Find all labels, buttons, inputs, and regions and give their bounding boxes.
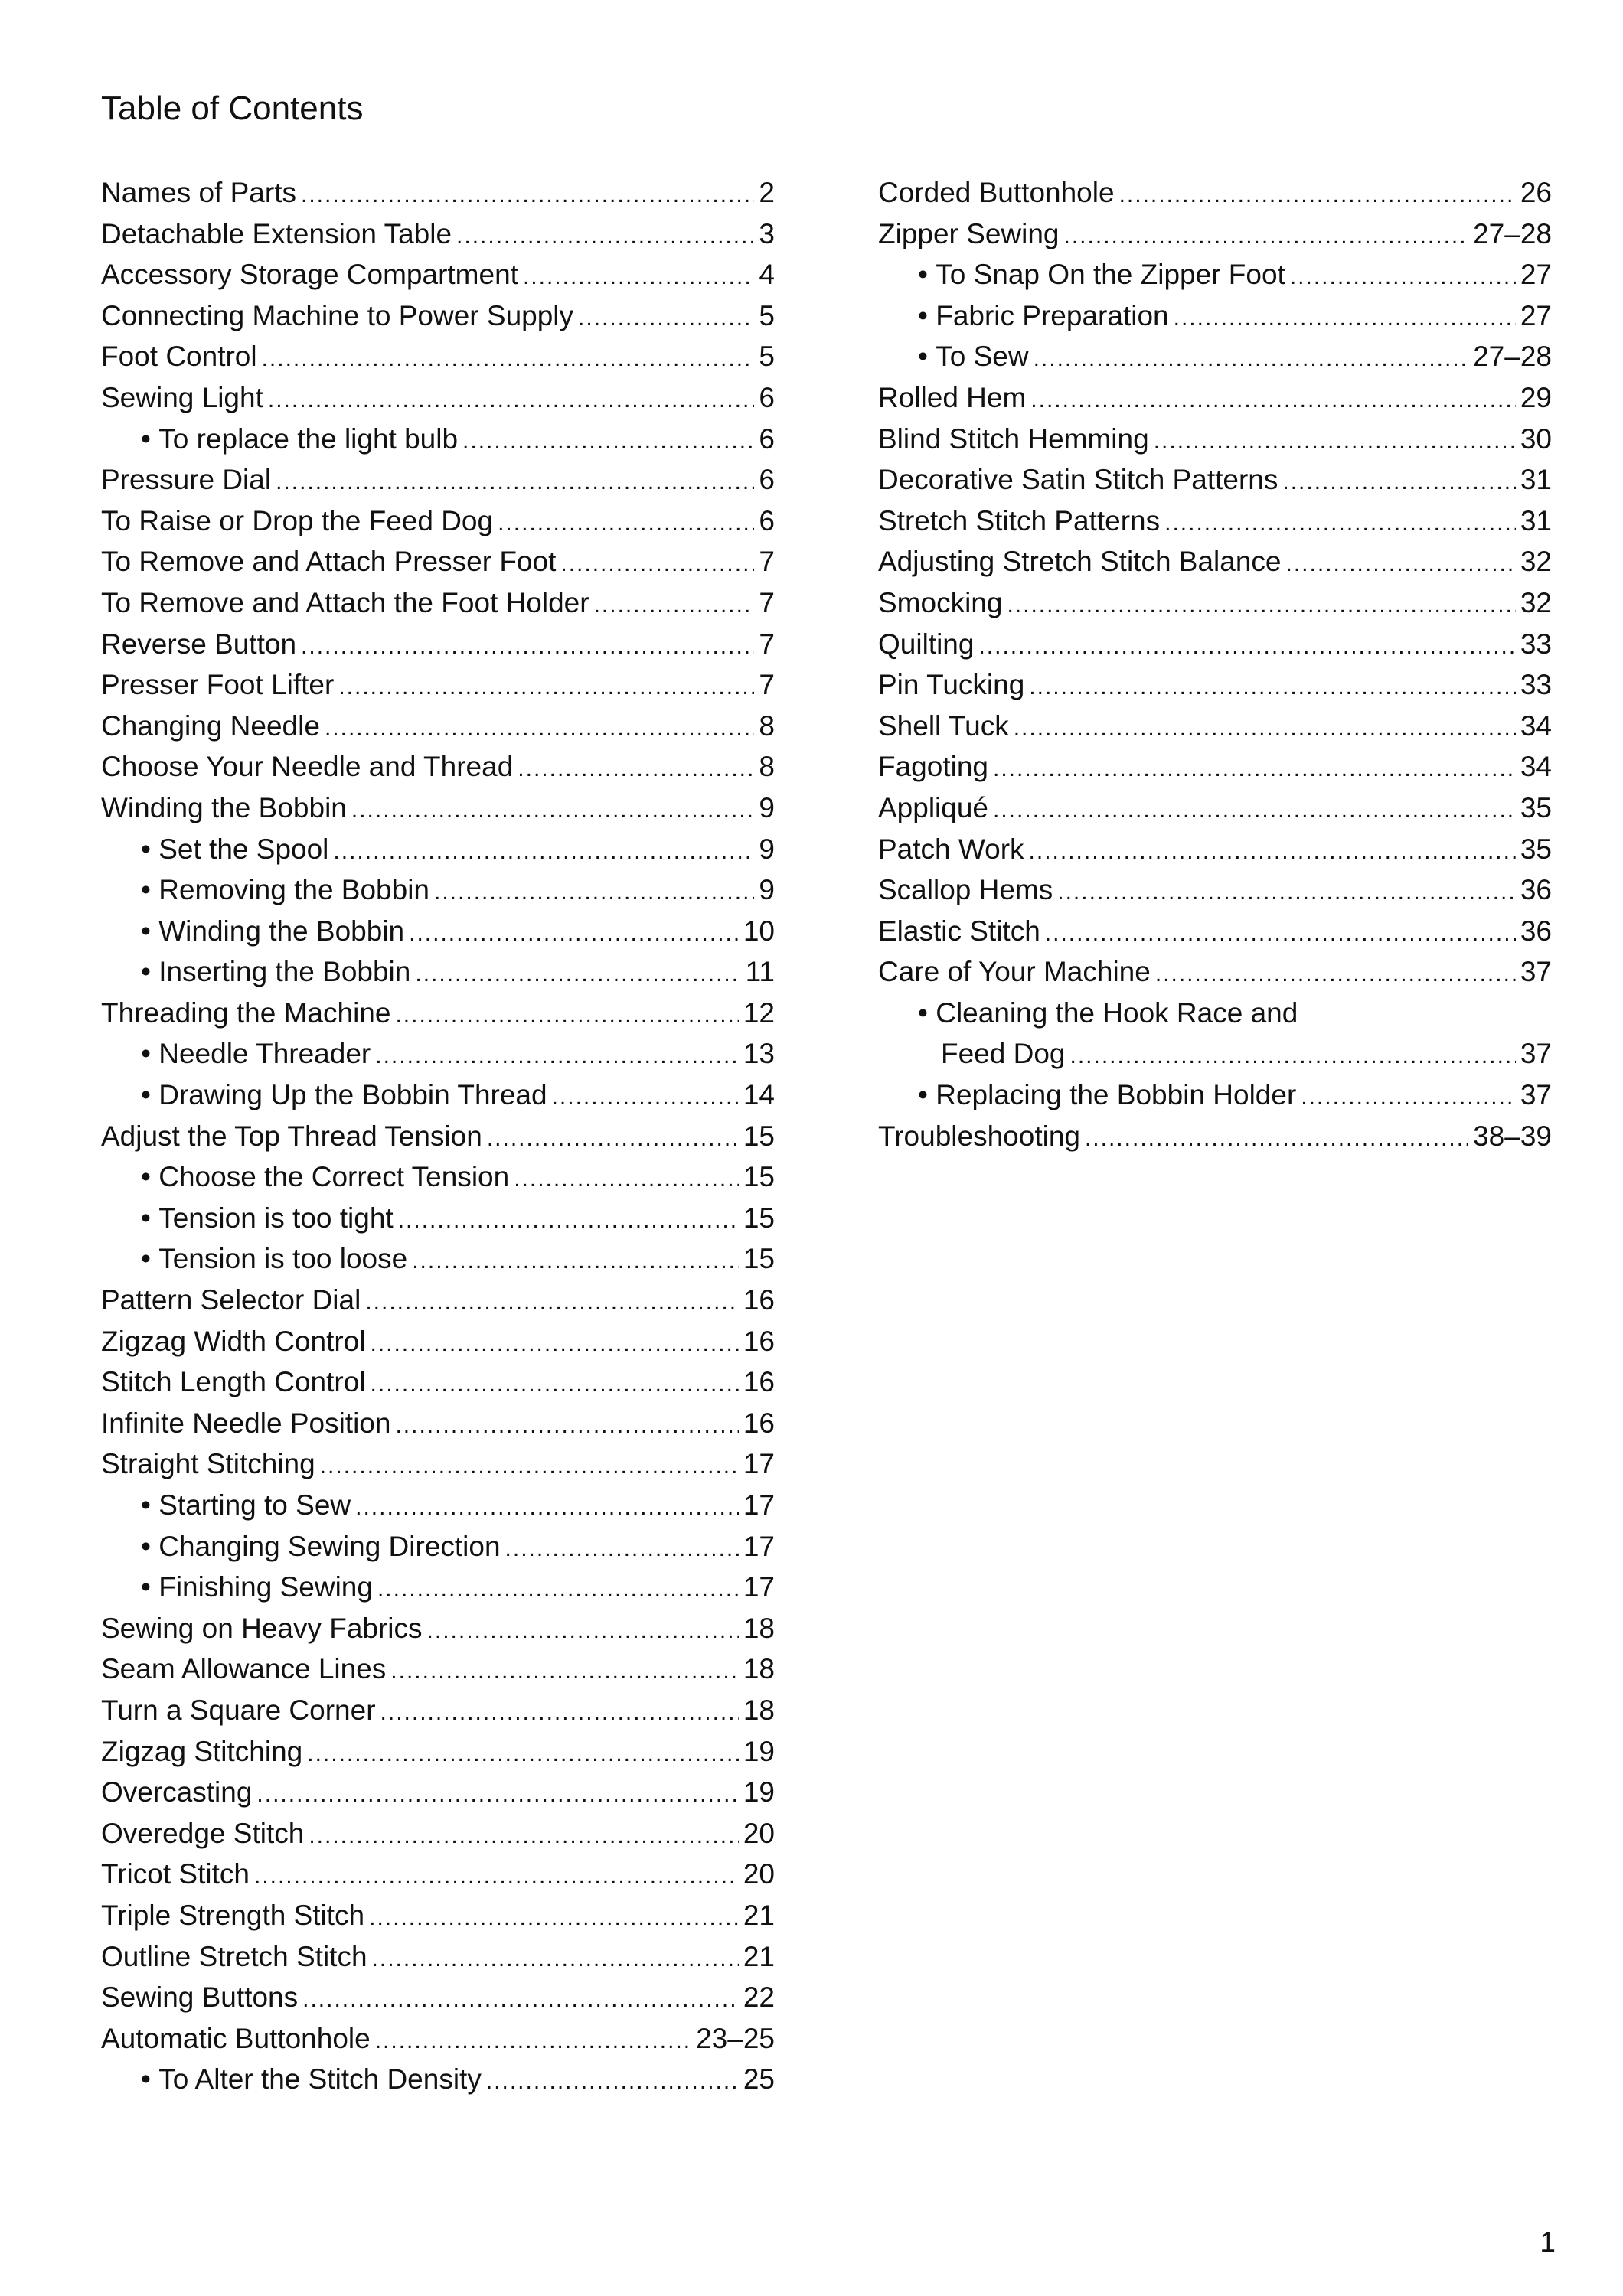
toc-entry [101,624,775,665]
toc-entry [101,501,775,542]
toc-entry-label: • Removing the Bobbin [141,869,429,911]
toc-entry-label: Patch Work [878,833,1024,865]
toc-entry-label: Pin Tucking [878,669,1025,701]
toc-entry-page: 35 [1520,791,1552,823]
dot-leader [320,1446,739,1487]
toc-entry [878,459,1552,501]
toc-entry-page: 30 [1520,422,1552,455]
dot-leader [487,1118,739,1159]
toc-entry [878,501,1552,542]
toc-entry [101,459,775,501]
dot-leader [369,1897,739,1939]
toc-entry-label: • Needle Threader [141,1033,371,1075]
toc-entry-label: • Finishing Sewing [141,1567,373,1608]
toc-entry-label: Overcasting [101,1776,253,1808]
toc-entry-page: 7 [759,546,775,578]
toc-entry-page: 9 [759,874,775,906]
toc-subentry [101,829,775,870]
toc-entry [878,172,1552,214]
dot-leader [377,1569,739,1610]
dot-leader [978,626,1515,667]
toc-entry-page: 4 [759,259,775,291]
dot-leader [1057,872,1516,913]
toc-entry-label: • Winding the Bobbin [141,911,404,952]
dot-leader [338,667,754,708]
toc-entry-label: Tricot Stitch [101,1858,250,1890]
toc-subentry [101,1526,775,1567]
toc-entry-label: Adjusting Stretch Stitch Balance [878,546,1282,578]
toc-entry-page: 23–25 [696,2022,775,2054]
toc-subentry [101,869,775,911]
toc-entry-page: 2 [759,177,775,208]
toc-entry-label: Sewing Buttons [101,1981,299,2014]
toc-subentry [101,1156,775,1198]
toc-entry [878,869,1552,911]
dot-leader [594,585,755,626]
toc-entry-label: Zipper Sewing [878,217,1060,249]
toc-subentry [101,2059,775,2100]
toc-entry-label: Connecting Machine to Power Supply [101,299,574,331]
toc-entry-label: Rolled Hem [878,381,1027,413]
dot-leader [395,995,738,1036]
toc-entry-label: Accessory Storage Compartment [101,259,518,291]
toc-entry-label: • Starting to Sew [141,1485,351,1526]
toc-entry-page: 34 [1520,709,1552,742]
toc-entry-label: Reverse Button [101,628,297,660]
toc-entry [878,746,1552,788]
dot-leader [409,913,739,954]
toc-entry-page: 27 [1520,259,1552,291]
dot-leader [1154,421,1516,462]
dot-leader [301,174,754,216]
dot-leader [395,1405,738,1446]
dot-leader [276,461,754,503]
toc-entry [101,295,775,337]
toc-entry-page: 31 [1520,504,1552,536]
toc-entry-page: 6 [759,464,775,496]
toc-entry [101,377,775,419]
toc-entry-label: Decorative Satin Stitch Patterns [878,464,1278,496]
toc-subentry [101,1238,775,1280]
toc-entry-page: 37 [1520,1079,1552,1111]
dot-leader [462,421,754,462]
dot-leader [993,748,1516,790]
toc-subentry [878,336,1552,377]
toc-entry-page: 11 [745,956,775,988]
toc-entry [101,1936,775,1978]
toc-entry-page: 37 [1520,956,1552,988]
dot-leader [372,1939,739,1980]
toc-entry-page: 8 [759,751,775,783]
toc-subentry [101,1198,775,1239]
toc-entry-label: • To Alter the Stitch Density [141,2059,482,2100]
toc-entry-page: 5 [759,341,775,373]
toc-entry [878,829,1552,870]
dot-leader [380,1692,739,1733]
dot-leader [993,790,1516,831]
toc-entry-page: 7 [759,586,775,618]
toc-entry-page: 21 [743,1940,775,1972]
dot-leader [412,1241,739,1282]
dot-leader [262,338,755,380]
toc-entry [878,664,1552,706]
dot-leader [355,1487,739,1528]
toc-entry-page: 27–28 [1473,217,1552,249]
toc-entry-label: Stretch Stitch Patterns [878,504,1161,536]
dot-leader [1029,667,1516,708]
toc-entry-page: 6 [759,381,775,413]
toc-entry [101,1813,775,1854]
dot-leader [307,1733,739,1775]
dot-leader [505,1528,739,1570]
dot-leader [415,954,740,995]
toc-entry-label: To Raise or Drop the Feed Dog [101,504,494,536]
toc-entry-page: 37 [1520,1038,1552,1070]
toc-entry [101,1977,775,2018]
toc-entry-page: 32 [1520,546,1552,578]
toc-entry-label: Choose Your Needle and Thread [101,751,514,783]
toc-entry-page: 36 [1520,915,1552,947]
toc-entry-label: Blind Stitch Hemming [878,422,1149,455]
toc-subentry [101,1075,775,1116]
toc-entry-label: • To Snap On the Zipper Foot [918,254,1285,295]
toc-entry [101,1772,775,1813]
toc-entry [101,664,775,706]
toc-entry-label: Infinite Needle Position [101,1407,391,1439]
dot-leader [1282,461,1515,503]
toc-entry-page: 33 [1520,669,1552,701]
toc-entry-label: To Remove and Attach Presser Foot [101,546,557,578]
toc-entry-page: 36 [1520,874,1552,906]
toc-entry-label: Outline Stretch Stitch [101,1940,367,1972]
toc-entry [101,336,775,377]
toc-entry-page: 17 [743,1571,775,1603]
toc-entry-label: Foot Control [101,341,257,373]
toc-entry-page: 26 [1520,177,1552,208]
toc-entry-label: Sewing Light [101,381,263,413]
toc-entry-page: 6 [759,422,775,455]
dot-leader [256,1774,738,1815]
toc-entry-label: Feed Dog [941,1038,1066,1070]
toc-entry-label: Presser Foot Lifter [101,669,335,701]
page-title: Table of Contents [101,90,364,127]
dot-leader [523,256,754,298]
toc-entry-label: Automatic Buttonhole [101,2022,371,2054]
toc-entry-page: 7 [759,669,775,701]
toc-entry [878,419,1552,460]
toc-entry-page: 9 [759,791,775,823]
toc-entry-label: Elastic Stitch [878,915,1040,947]
toc-entry [101,788,775,829]
toc-entry-page: 29 [1520,381,1552,413]
toc-entry [101,1280,775,1321]
toc-entry-label: • Fabric Preparation [918,295,1169,337]
toc-entry-label: Turn a Square Corner [101,1694,376,1726]
toc-entry-label: • Set the Spool [141,829,328,870]
toc-subentry [101,951,775,993]
toc-entry-label: Shell Tuck [878,709,1009,742]
toc-entry-label: Smocking [878,586,1003,618]
toc-subentry [101,1567,775,1608]
toc-entry-label: • Replacing the Bobbin Holder [918,1075,1296,1116]
toc-entry-page: 15 [743,1243,775,1275]
toc-entry [101,1895,775,1936]
toc-entry [101,1362,775,1403]
toc-entry [101,1854,775,1895]
toc-entry-label: Seam Allowance Lines [101,1653,387,1685]
toc-entry-page: 16 [743,1284,775,1316]
dot-leader [1155,954,1516,995]
toc-entry-page: 6 [759,504,775,536]
toc-entry-page: 18 [743,1653,775,1685]
toc-entry-page: 35 [1520,833,1552,865]
dot-leader [268,380,755,421]
toc-entry-page: 5 [759,299,775,331]
toc-entry-label: Pressure Dial [101,464,272,496]
toc-entry [878,624,1552,665]
toc-entry-page: 27–28 [1473,341,1552,373]
toc-entry-page: 25 [743,2063,775,2095]
toc-entry-label: Detachable Extension Table [101,217,452,249]
toc-entry-page: 10 [743,915,775,947]
dot-leader [486,2061,739,2102]
toc-entry-page: 16 [743,1407,775,1439]
toc-entry [878,951,1552,993]
dot-leader [351,790,755,831]
toc-entry-label: Corded Buttonhole [878,177,1115,208]
toc-subentry [101,1485,775,1526]
toc-entry-page: 21 [743,1899,775,1931]
dot-leader [1014,708,1516,749]
dot-leader [301,626,754,667]
dot-leader [514,1159,739,1200]
toc-entry-page: 15 [743,1202,775,1234]
dot-leader [1286,543,1516,585]
dot-leader [1164,503,1516,544]
dot-leader [1174,298,1516,339]
toc-entry [101,1321,775,1362]
dot-leader [1119,174,1516,216]
dot-leader [365,1282,739,1323]
toc-entry-page: 17 [743,1489,775,1521]
toc-entry [101,746,775,788]
toc-entry-label: • Cleaning the Hook Race and [918,997,1298,1029]
toc-entry-page: 32 [1520,586,1552,618]
dot-leader [1064,216,1469,257]
toc-entry-label: Triple Strength Stitch [101,1899,365,1931]
dot-leader [375,2020,691,2062]
dot-leader [578,298,754,339]
toc-entry [101,1649,775,1690]
toc-entry-page: 16 [743,1325,775,1357]
dot-leader [1029,831,1516,872]
toc-entry-page: 14 [743,1079,775,1111]
dot-leader [456,216,754,257]
toc-entry-page: 17 [743,1448,775,1480]
dot-leader [560,543,754,585]
toc-entry [101,1443,775,1485]
toc-entry [101,706,775,747]
toc-entry [878,1116,1552,1157]
toc-entry-label: • Changing Sewing Direction [141,1526,501,1567]
toc-entry-label: Changing Needle [101,709,320,742]
dot-leader [498,503,754,544]
toc-entry-page: 33 [1520,628,1552,660]
toc-entry-page: 15 [743,1161,775,1193]
toc-entry-label: • Tension is too tight [141,1198,394,1239]
toc-entry [878,911,1552,952]
toc-entry-label: • Choose the Correct Tension [141,1156,509,1198]
toc-entry-page: 31 [1520,464,1552,496]
toc-entry [101,214,775,255]
dot-leader [1290,256,1516,298]
toc-entry [878,541,1552,582]
toc-entry-label: Threading the Machine [101,996,391,1029]
toc-entry-page: 3 [759,217,775,249]
dot-leader [552,1077,739,1118]
toc-entry-label: Zigzag Stitching [101,1735,303,1767]
toc-entry-label: Quilting [878,628,975,660]
toc-entry [878,214,1552,255]
toc-subentry [101,1033,775,1075]
toc-entry-label: Adjust the Top Thread Tension [101,1120,482,1152]
dot-leader [371,1364,739,1405]
dot-leader [390,1651,739,1692]
toc-entry-label: Zigzag Width Control [101,1325,366,1357]
dot-leader [1030,380,1516,421]
toc-entry [101,541,775,582]
toc-entry-page: 34 [1520,751,1552,783]
dot-leader [309,1815,739,1857]
toc-entry-label: Stitch Length Control [101,1366,366,1398]
page-number: 1 [1540,2226,1556,2258]
dot-leader [302,1979,739,2020]
toc-entry-page: 18 [743,1694,775,1726]
dot-leader [1034,338,1469,380]
toc-entry [101,1403,775,1444]
toc-entry-page: 22 [743,1981,775,2014]
toc-entry-label: Sewing on Heavy Fabrics [101,1612,423,1644]
toc-entry-page: 20 [743,1817,775,1849]
toc-entry-page: 8 [759,709,775,742]
toc-right-column [878,172,1552,1156]
dot-leader [1085,1118,1468,1159]
toc-entry [878,788,1552,829]
toc-entry-page: 9 [759,833,775,865]
toc-entry-page: 19 [743,1776,775,1808]
toc-entry [101,172,775,214]
toc-subentry [878,254,1552,295]
toc-entry [878,377,1552,419]
toc-subentry [878,1075,1552,1116]
toc-entry-page: 18 [743,1612,775,1644]
toc-entry-page: 13 [743,1038,775,1070]
toc-entry-label: Straight Stitching [101,1448,315,1480]
toc-entry [878,582,1552,624]
toc-entry-page: 38–39 [1473,1120,1552,1152]
dot-leader [1007,585,1515,626]
toc-entry-label: • To replace the light bulb [141,419,458,460]
toc-subentry-continuation [878,1033,1552,1075]
toc-entry [101,2018,775,2060]
toc-entry-label: • Drawing Up the Bobbin Thread [141,1075,547,1116]
toc-subentry [101,911,775,952]
toc-entry-label: Fagoting [878,751,988,783]
dot-leader [427,1610,739,1652]
dot-leader [254,1856,739,1897]
toc-entry [101,1731,775,1773]
toc-subentry-first-line [878,993,1552,1034]
dot-leader [1301,1077,1516,1118]
dot-leader [370,1323,738,1365]
toc-entry-label: Names of Parts [101,177,296,208]
toc-entry [101,1608,775,1649]
dot-leader [1070,1035,1516,1077]
toc-entry-label: Pattern Selector Dial [101,1284,361,1316]
dot-leader [375,1035,739,1077]
toc-entry-page: 19 [743,1735,775,1767]
toc-entry [101,993,775,1034]
toc-entry-label: Appliqué [878,791,989,823]
toc-entry [101,254,775,295]
toc-entry [101,1116,775,1157]
toc-entry-label: Scallop Hems [878,874,1053,906]
toc-subentry [101,419,775,460]
toc-entry-page: 27 [1520,299,1552,331]
dot-leader [1045,913,1516,954]
toc-entry-page: 12 [743,996,775,1029]
dot-leader [518,748,754,790]
toc-entry-page: 16 [743,1366,775,1398]
toc-subentry [878,295,1552,337]
toc-entry-label: Care of Your Machine [878,956,1151,988]
toc-entry-label: • Tension is too loose [141,1238,407,1280]
toc-left-column [101,172,775,2100]
toc-entry-page: 7 [759,628,775,660]
toc-entry-page: 15 [743,1120,775,1152]
toc-entry [878,706,1552,747]
toc-entry-label: To Remove and Attach the Foot Holder [101,586,589,618]
toc-entry-label: Troubleshooting [878,1120,1080,1152]
toc-entry-label: • Inserting the Bobbin [141,951,410,993]
dot-leader [434,872,754,913]
dot-leader [325,708,754,749]
toc-entry [101,582,775,624]
toc-entry [101,1690,775,1731]
dot-leader [333,831,754,872]
toc-entry-page: 17 [743,1530,775,1562]
toc-entry-label: • To Sew [918,336,1029,377]
toc-entry-label: Winding the Bobbin [101,791,347,823]
dot-leader [398,1200,739,1241]
toc-entry-page: 20 [743,1858,775,1890]
toc-entry-label: Overedge Stitch [101,1817,305,1849]
